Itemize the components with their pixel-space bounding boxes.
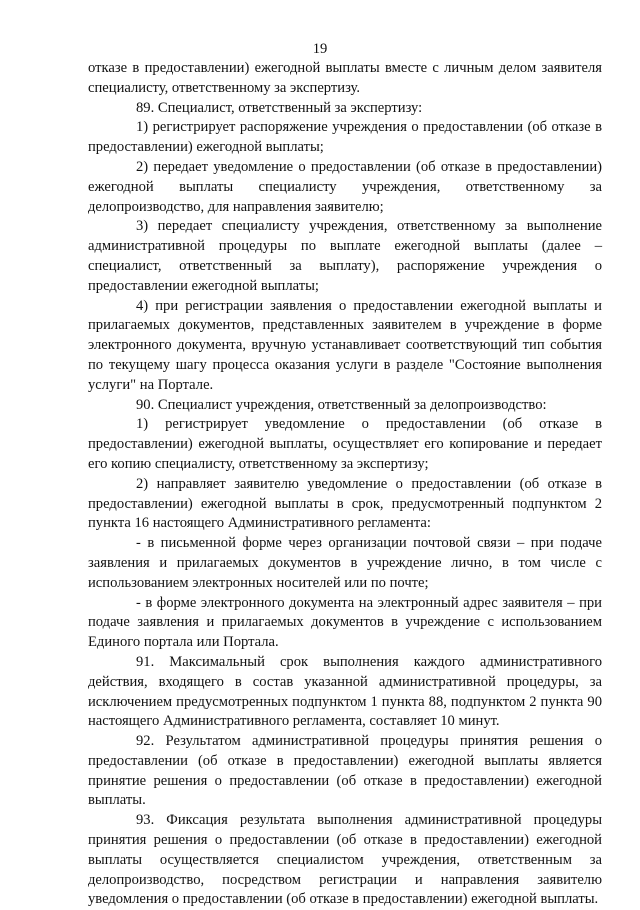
paragraph: 1) регистрирует уведомление о предоставлении (об отказе в предоставлении) ежегодной выплаты, осуществляет его копирование и передает его копию специалисту, ответственному за экспертизу; (88, 416, 602, 472)
paragraph: 92. Результатом административной процедуры принятия решения о предоставлении (об отказе в предоставлении) ежегодной выплаты является принятие решения о предоставлении (об отказе в предоставлении) ежегодной выплаты. (88, 733, 602, 809)
paragraph: 93. Фиксация результата выполнения административной процедуры принятия решения о предоставлении (об отказе в предоставлении) ежегодной выплаты осуществляется специалистом учреждения, ответственным за делопроизводство, посредством регистрации и направления заявителю уведомления о предоставлении (об отказе в предоставлении) ежегодной выплаты. (88, 812, 602, 908)
document-body (88, 59, 602, 910)
paragraph: - в письменной форме через организации почтовой связи – при подаче заявления и прилагаемых документов в учреждение лично, в том числе с использованием электронных носителей или по почте; (88, 535, 602, 591)
paragraph: 91. Максимальный срок выполнения каждого административного действия, входящего в состав указанной административной процедуры, за исключением предусмотренных подпунктом 1 пункта 88, подпунктом 2 пункта 90 настоящего Административного регламента, составляет 10 минут. (88, 653, 602, 730)
paragraph: - в форме электронного документа на электронный адрес заявителя – при подаче заявления и прилагаемых документов в учреждение с использованием Единого портала или Портала. (88, 594, 602, 651)
paragraph: 3) передает специалисту учреждения, ответственному за выполнение административной процедуры по выплате ежегодной выплаты (далее – специалист, ответственный за выплату), распоряжение учреждения о предоставлении ежегодной выплаты; (88, 218, 602, 294)
paragraph: отказе в предоставлении) ежегодной выплаты вместе с личным делом заявителя специалисту, ответственному за экспертизу. (88, 60, 602, 96)
paragraph: 4) при регистрации заявления о предоставлении ежегодной выплаты и прилагаемых документов, представленных заявителем в учреждение в форме электронного документа, вручную устанавливает соответствующий тип события по текущему шагу процесса оказания услуги в разделе "Состояние выполнения услуги" на Портале. (88, 297, 602, 393)
page-number: 19 (312, 41, 328, 57)
paragraph: 89. Специалист, ответственный за экспертизу: (136, 99, 423, 116)
paragraph: 1) регистрирует распоряжение учреждения о предоставлении (об отказе в предоставлении) ежегодной выплаты; (88, 119, 602, 156)
paragraph: 90. Специалист учреждения, ответственный за делопроизводство: (136, 396, 547, 413)
paragraph: 2) направляет заявителю уведомление о предоставлении (об отказе в предоставлении) ежегодной выплаты в срок, предусмотренный подпунктом 2 пункта 16 настоящего Административного регламента: (88, 475, 602, 532)
paragraph: 2) передает уведомление о предоставлении (об отказе в предоставлении) ежегодной выплаты специалисту учреждения, ответственному за делопроизводство, для направления заявителю; (88, 158, 602, 215)
